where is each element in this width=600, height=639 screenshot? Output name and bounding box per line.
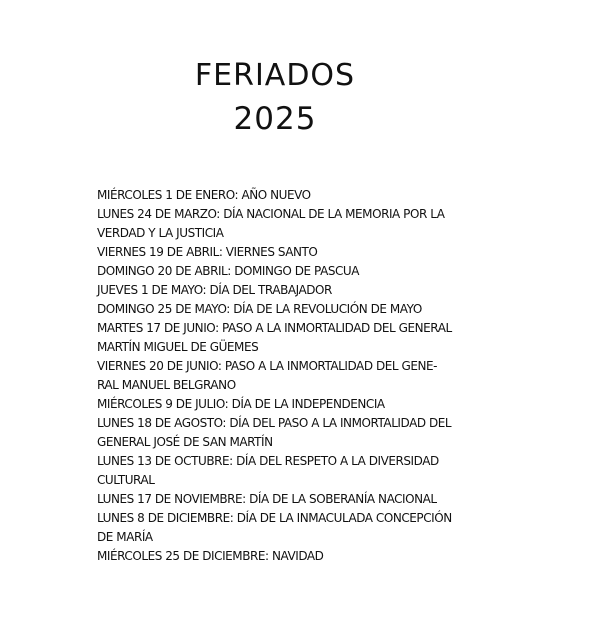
holiday-line: RAL MANUEL BELGRANO — [97, 378, 236, 392]
holiday-line: MIÉRCOLES 1 DE ENERO: AÑO NUEVO — [97, 188, 311, 202]
holiday-line: VERDAD Y LA JUSTICIA — [97, 226, 224, 240]
holiday-line: MIÉRCOLES 9 DE JULIO: DÍA DE LA INDEPENDENCIA — [97, 397, 385, 411]
holiday-line: CULTURAL — [97, 473, 155, 487]
holiday-line: LUNES 13 DE OCTUBRE: DÍA DEL RESPETO A LA DIVERSIDAD — [97, 454, 439, 468]
holiday-line: MARTES 17 DE JUNIO: PASO A LA INMORTALIDAD DEL GENERAL — [97, 321, 452, 335]
page-year: 2025 — [233, 101, 317, 137]
holiday-line: DOMINGO 20 DE ABRIL: DOMINGO DE PASCUA — [97, 264, 360, 278]
holiday-line: JUEVES 1 DE MAYO: DÍA DEL TRABAJADOR — [97, 283, 332, 297]
holiday-line: GENERAL JOSÉ DE SAN MARTÍN — [97, 435, 273, 449]
holiday-line: VIERNES 19 DE ABRIL: VIERNES SANTO — [97, 245, 318, 259]
holiday-line: VIERNES 20 DE JUNIO: PASO A LA INMORTALIDAD DEL GENE- — [97, 359, 438, 373]
holiday-list — [97, 186, 517, 566]
holiday-line: MARTÍN MIGUEL DE GÜEMES — [97, 340, 259, 354]
holiday-line: LUNES 17 DE NOVIEMBRE: DÍA DE LA SOBERANÍA NACIONAL — [97, 492, 437, 506]
holiday-line: LUNES 18 DE AGOSTO: DÍA DEL PASO A LA INMORTALIDAD DEL — [97, 416, 452, 430]
holiday-line: DOMINGO 25 DE MAYO: DÍA DE LA REVOLUCIÓN DE MAYO — [97, 302, 422, 316]
holiday-line: LUNES 24 DE MARZO: DÍA NACIONAL DE LA MEMORIA POR LA — [97, 207, 445, 221]
holiday-line: LUNES 8 DE DICIEMBRE: DÍA DE LA INMACULADA CONCEPCIÓN — [97, 511, 452, 525]
page-title: FERIADOS — [194, 58, 356, 93]
holiday-line: DE MARÍA — [97, 530, 153, 544]
holiday-line: MIÉRCOLES 25 DE DICIEMBRE: NAVIDAD — [97, 549, 324, 563]
